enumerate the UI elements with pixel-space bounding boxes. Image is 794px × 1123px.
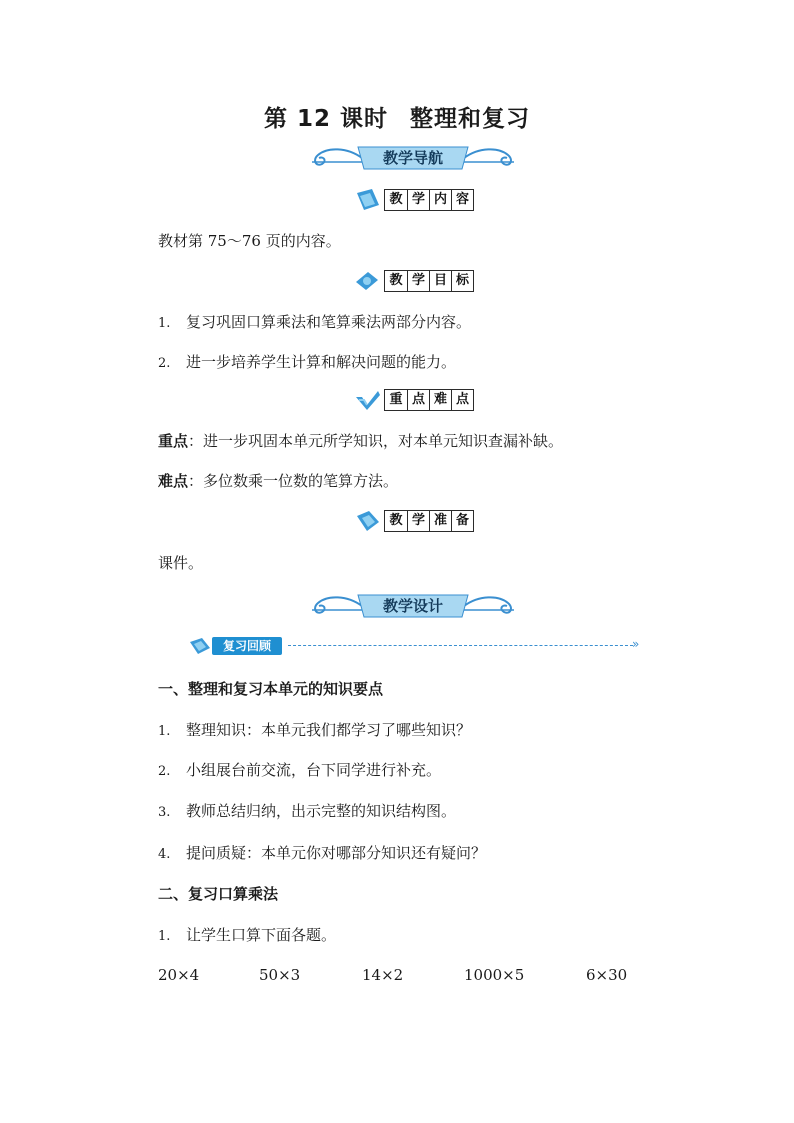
section-char: 备	[451, 511, 473, 531]
item-number: 3.	[158, 805, 171, 820]
goal-text: 复习巩固口算乘法和笔算乘法两部分内容。	[186, 313, 472, 331]
math-problem: 20×4	[158, 966, 200, 984]
item-text: 提问质疑：本单元你对哪部分知识还有疑问？	[186, 844, 487, 862]
review-divider	[188, 634, 648, 658]
section-title-boxes	[384, 510, 474, 532]
section-char: 准	[429, 511, 451, 531]
item-number: 1.	[158, 929, 171, 944]
math-problem: 14×2	[362, 966, 404, 984]
section-char: 教	[385, 511, 407, 531]
section-header-prep	[354, 508, 484, 534]
section-header-content	[354, 187, 484, 213]
banner-design	[302, 591, 524, 621]
section-char: 点	[451, 390, 473, 410]
section-char: 教	[385, 190, 407, 210]
section-heading: 二、复习口算乘法	[158, 885, 279, 903]
section-char: 点	[407, 390, 429, 410]
list-item	[158, 759, 441, 783]
list-item	[158, 842, 486, 866]
section-heading: 一、整理和复习本单元的知识要点	[158, 680, 384, 698]
math-problem: 1000×5	[464, 966, 525, 984]
math-problem: 50×3	[259, 966, 301, 984]
section-header-goals	[354, 268, 484, 294]
dashed-divider	[288, 645, 633, 646]
math-problem: 6×30	[586, 966, 628, 984]
section-char: 学	[407, 190, 429, 210]
banner-guide	[302, 143, 524, 173]
review-book-icon	[188, 636, 212, 656]
section-title-boxes	[384, 189, 474, 211]
prep-text: 课件。	[158, 554, 204, 572]
section-char: 目	[429, 271, 451, 291]
goal-text: 进一步培养学生计算和解决问题的能力。	[186, 353, 457, 371]
checkmark-icon	[354, 387, 382, 413]
target-icon	[354, 268, 382, 294]
section-char: 重	[385, 390, 407, 410]
key-point	[158, 430, 563, 452]
item-number: 2.	[158, 764, 171, 779]
item-number: 1.	[158, 724, 171, 739]
list-item	[158, 924, 336, 948]
banner-guide-label: 教学导航	[382, 149, 443, 167]
book-icon	[354, 187, 382, 213]
item-text: 小组展台前交流，台下同学进行补充。	[186, 761, 442, 779]
goal-number: 1.	[158, 316, 171, 331]
section-char: 内	[429, 190, 451, 210]
page-title	[0, 100, 794, 133]
section-char: 标	[451, 271, 473, 291]
list-item	[158, 800, 456, 824]
section-title-boxes	[384, 270, 474, 292]
difficulty-point	[158, 470, 398, 492]
banner-design-label: 教学设计	[382, 597, 443, 615]
content-text: 教材第 75～76 页的内容。	[158, 232, 341, 250]
difficulty-label: 难点	[158, 472, 189, 490]
key-text: ：进一步巩固本单元所学知识，对本单元知识查漏补缺。	[188, 432, 564, 450]
goal-item	[158, 311, 471, 335]
section-header-key	[354, 387, 484, 413]
goal-number: 2.	[158, 356, 171, 371]
goal-item	[158, 351, 456, 375]
section-char: 容	[451, 190, 473, 210]
difficulty-text: ：多位数乘一位数的笔算方法。	[188, 472, 399, 490]
lesson-number: 第 12 课时	[263, 106, 389, 132]
key-label: 重点	[158, 432, 189, 450]
section-char: 教	[385, 271, 407, 291]
section-char: 学	[407, 511, 429, 531]
review-tag: 复习回顾	[212, 637, 282, 655]
lesson-topic: 整理和复习	[410, 106, 531, 132]
item-number: 4.	[158, 847, 171, 862]
materials-icon	[354, 508, 382, 534]
section-title-boxes	[384, 389, 474, 411]
item-text: 让学生口算下面各题。	[186, 926, 337, 944]
double-chevron-right-icon: »	[632, 637, 640, 651]
list-item	[158, 719, 471, 743]
item-text: 教师总结归纳，出示完整的知识结构图。	[186, 802, 457, 820]
section-char: 难	[429, 390, 451, 410]
item-text: 整理知识：本单元我们都学习了哪些知识？	[186, 721, 472, 739]
section-char: 学	[407, 271, 429, 291]
